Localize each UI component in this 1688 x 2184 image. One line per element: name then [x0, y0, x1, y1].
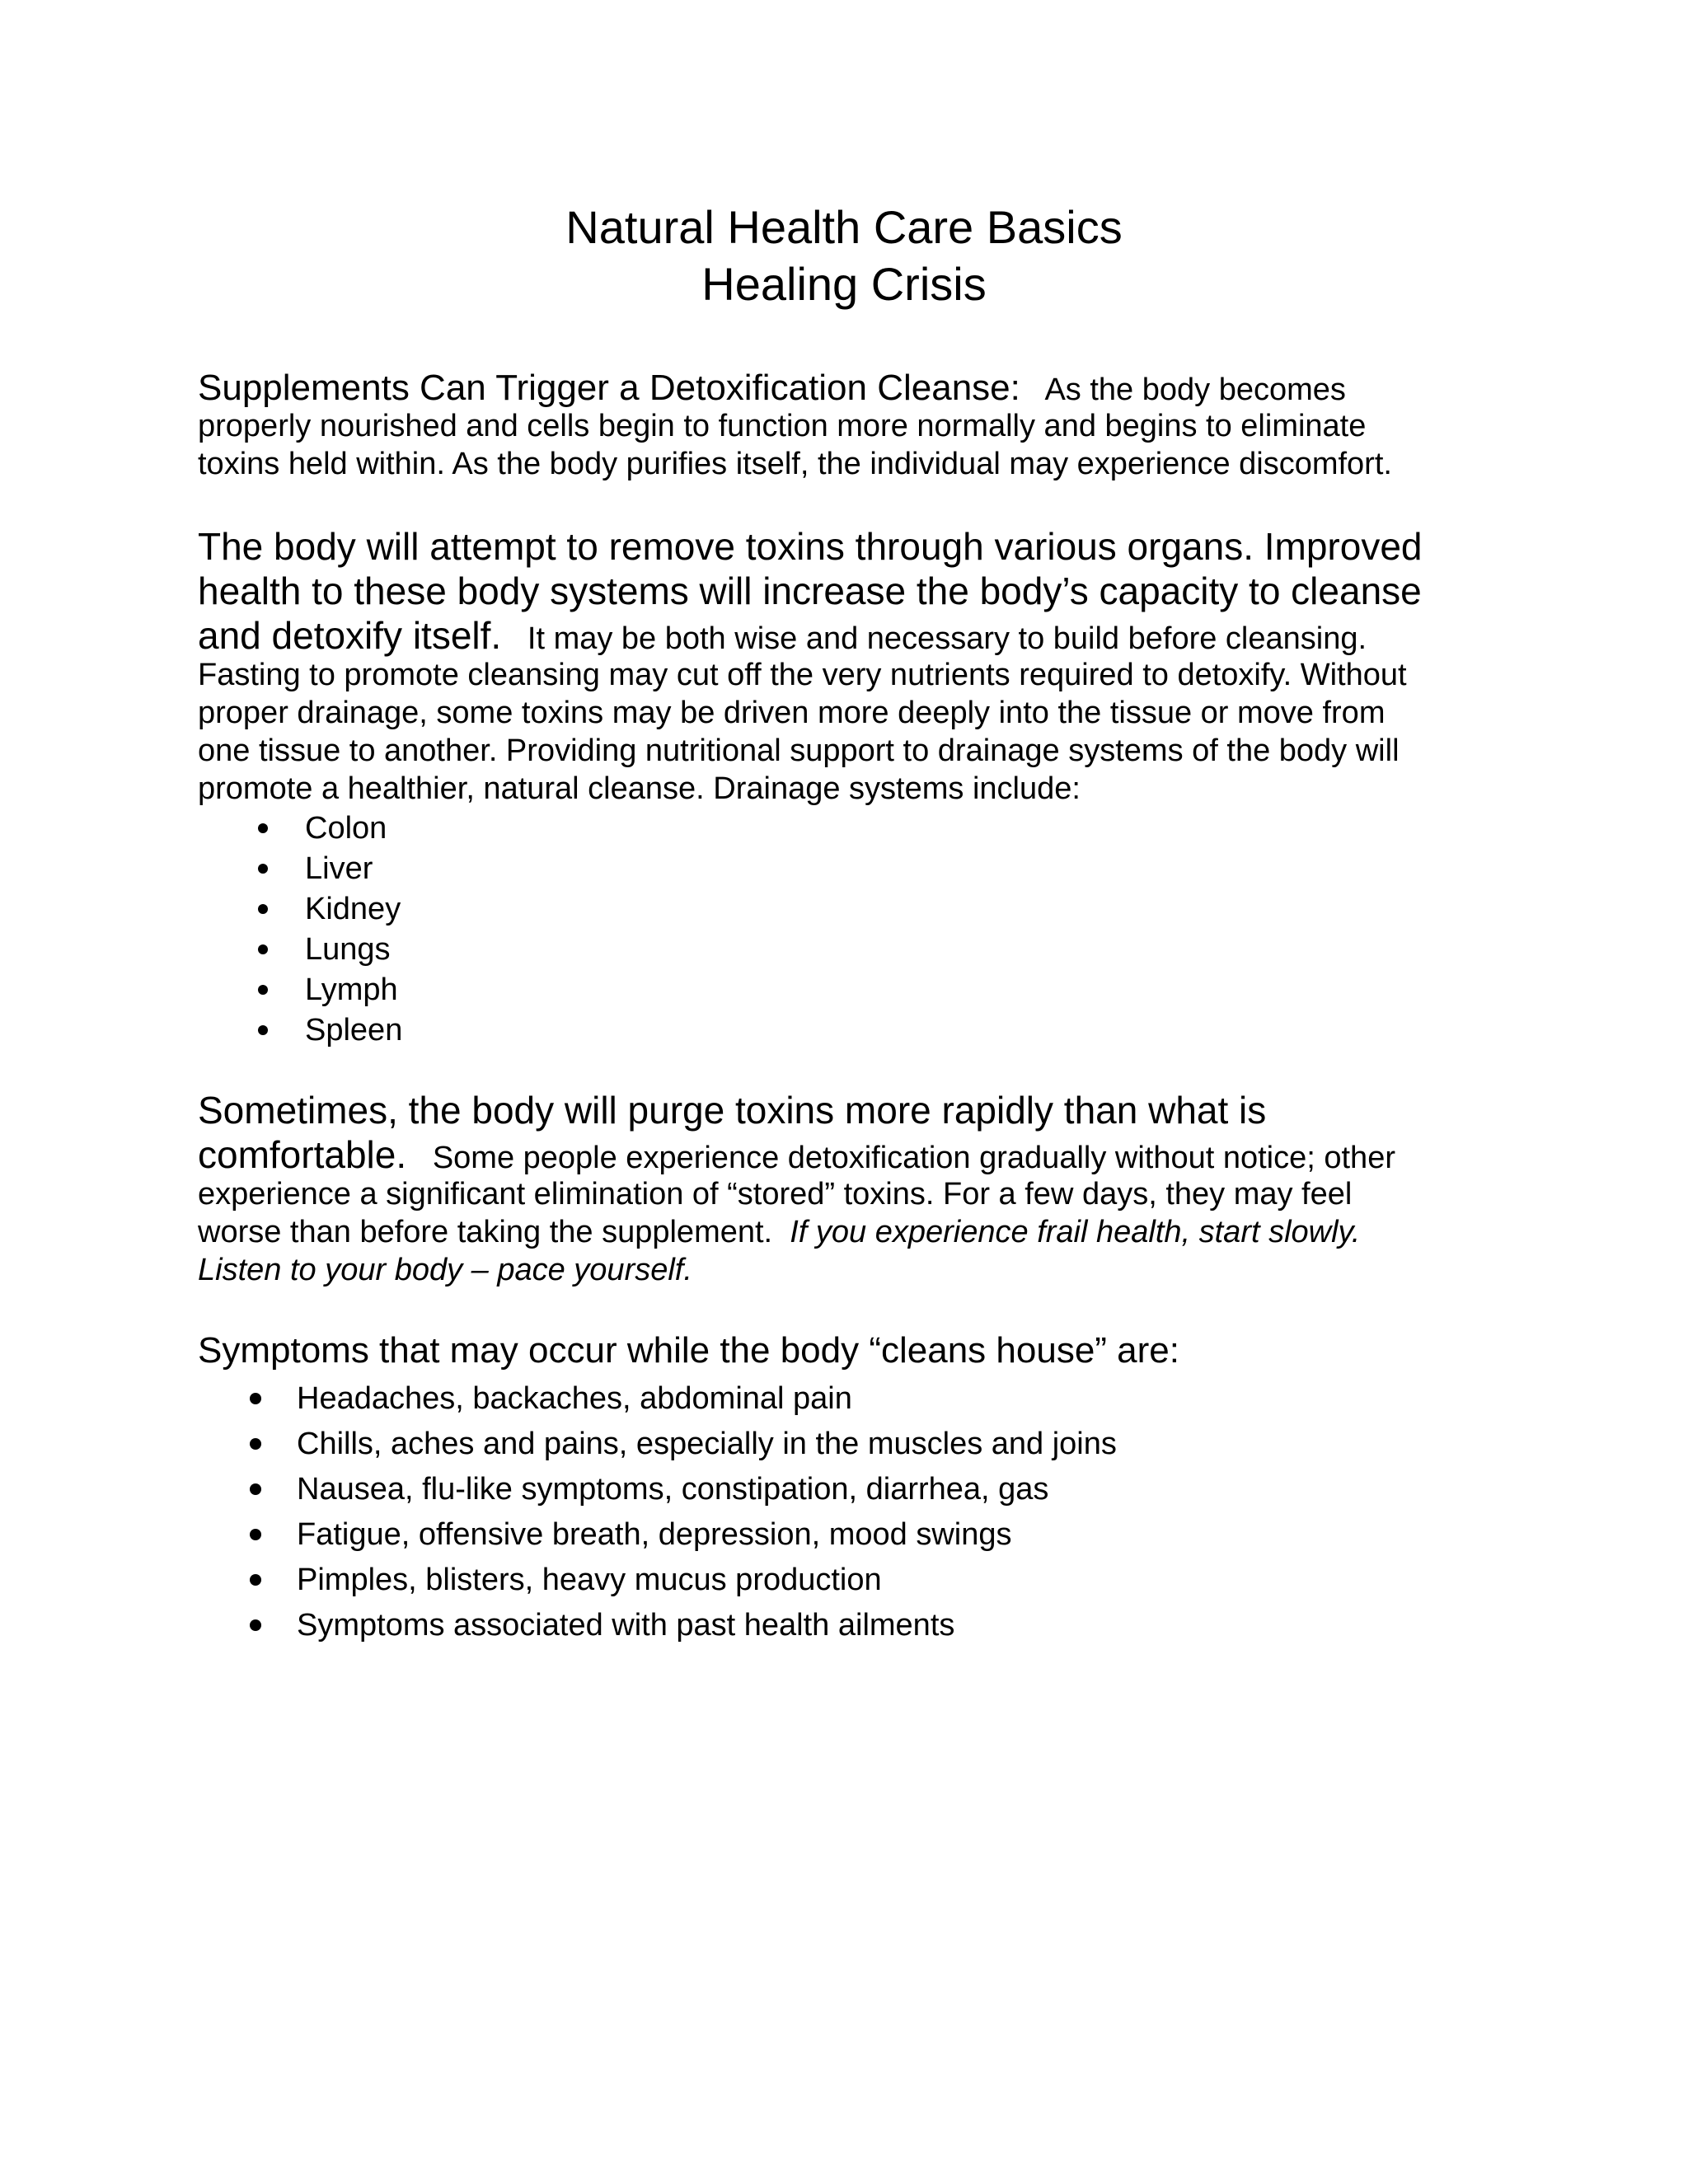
section-heading: Sometimes, the body will purge toxins more rapidly than what is — [198, 1089, 1267, 1132]
document-subtitle: Healing Crisis — [701, 258, 987, 310]
bullet-icon — [250, 1438, 261, 1450]
section-line — [198, 1213, 1360, 1251]
section-advice: If you experience frail health, start slowly. — [790, 1215, 1361, 1249]
bullet-icon — [250, 1393, 261, 1404]
bullet-icon — [258, 823, 268, 833]
bullet-icon — [250, 1619, 261, 1631]
section-text: Some people experience detoxification gradually without notice; other — [432, 1141, 1395, 1175]
bullet-icon — [258, 1025, 268, 1035]
bullet-icon — [258, 944, 268, 954]
section-text: It may be both wise and necessary to build before cleansing. — [527, 621, 1367, 656]
section-line: properly nourished and cells begin to function more normally and begins to eliminate — [198, 409, 1367, 443]
section-heading: Supplements Can Trigger a Detoxification Cleanse: — [198, 368, 1020, 408]
document-page: Natural Health Care Basics Healing Crisis Supplements Can Trigger a Detoxification Cleanse: As the body becomes properly nourished and cells begin to function more normally and begins to eliminate toxins held within. As the body purifies itself, the individual may experience discomfort. The body will attempt to remove toxins through various organs. Improved health to these body systems will increase the body’s capacity to cleanse and detoxify itself. It may be both wise and necessary to build before cleansing. Fasting to promote cleansing may cut off the very nutrients required to detoxify. Without proper drainage, some toxins may be driven more deeply into the tissue or move from one tissue to another. Providing nutritional support to drainage systems of the body will promote a healthier, natural cleanse. Drainage systems include: Colon Liver Kidney Lungs Lymph Spleen Sometimes, the body will purge toxins more rapidly than what is comfortable. Some people experience detoxification gradually without notice; other experience a significant elimination of “stored” toxins. For a few days, they may feel worse than before taking the supplement. If you experience frail health, start slowly. Listen to your body – pace yourself. Symptoms that may occur while the body “cleans house” are: Headaches, backaches, abdominal pain Chills, aches and pains, especially in the muscles and joins Nausea, flu-like symptoms, constipation, diarrhea, gas Fatigue, offensive breath, depression, mood swings Pimples, blisters, heavy mucus production Symptoms associated with past health ailments — [0, 0, 1688, 2184]
section-line — [198, 369, 1346, 409]
section-advice: Listen to your body – pace yourself. — [198, 1253, 692, 1287]
bullet-icon — [250, 1574, 261, 1586]
section-text: As the body becomes — [1044, 373, 1346, 407]
section-heading: health to these body systems will increase the body’s capacity to cleanse — [198, 569, 1422, 612]
bullet-icon — [250, 1483, 261, 1495]
section-heading: The body will attempt to remove toxins through various organs. Improved — [198, 525, 1423, 568]
bullet-icon — [250, 1529, 261, 1540]
section-line — [198, 613, 1367, 661]
section-line: one tissue to another. Providing nutritional support to drainage systems of the body will — [198, 733, 1400, 768]
section-heading: comfortable. — [198, 1133, 407, 1176]
section-heading: and detoxify itself. — [198, 614, 502, 657]
section-line: toxins held within. As the body purifies itself, the individual may experience discomfort. — [198, 447, 1392, 481]
section-line: promote a healthier, natural cleanse. Drainage systems include: — [198, 771, 1081, 806]
section-line: experience a significant elimination of “stored” toxins. For a few days, they may feel — [198, 1177, 1353, 1212]
bullet-icon — [258, 904, 268, 914]
bullet-icon — [258, 985, 268, 995]
section-text: worse than before taking the supplement. — [198, 1215, 773, 1249]
document-title: Natural Health Care Basics — [565, 201, 1123, 253]
section-line — [198, 1132, 1395, 1180]
section-line: proper drainage, some toxins may be driven more deeply into the tissue or move from — [198, 696, 1386, 730]
bullet-icon — [258, 864, 268, 874]
section-line: Fasting to promote cleansing may cut off the very nutrients required to detoxify. Without — [198, 658, 1407, 692]
section-heading: Symptoms that may occur while the body “cleans house” are: — [198, 1330, 1179, 1371]
